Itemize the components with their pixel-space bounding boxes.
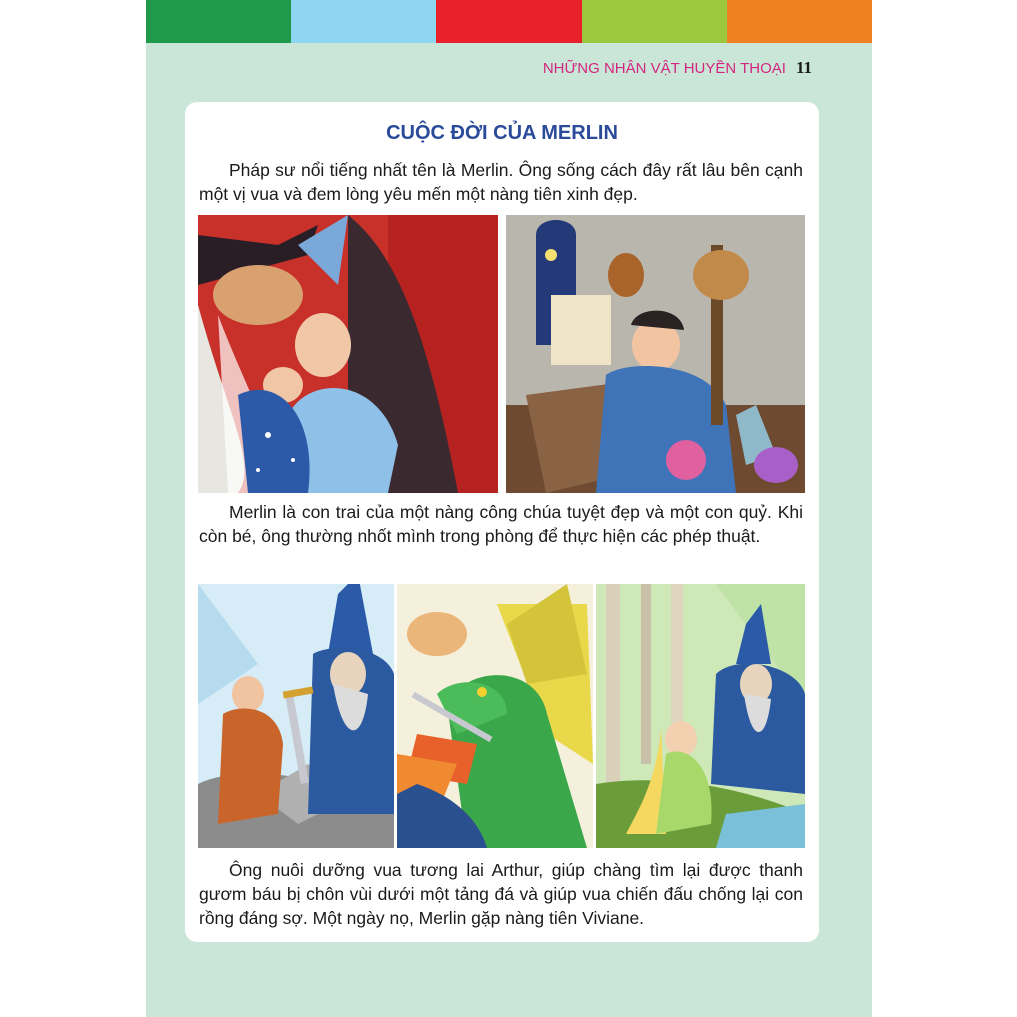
running-head: [543, 58, 812, 78]
illustration-fairy-viviane: [596, 584, 805, 848]
paragraph-3: [199, 858, 803, 930]
illustration-sword-in-stone: [198, 584, 394, 848]
book-page: [146, 0, 872, 1017]
stripe-lime: [582, 0, 727, 43]
page-number: 11: [795, 58, 812, 77]
color-stripe-bar: [146, 0, 872, 43]
stripe-orange: [727, 0, 872, 43]
article-title: CUỘC ĐỜI CỦA MERLIN: [386, 122, 618, 144]
paragraph-2-text: Merlin là con trai của một nàng công chúa tuyệt đẹp và một con quỷ. Khi còn bé, ông thường nhốt mình trong phòng để thực hiện các phép thuật.: [199, 502, 803, 546]
content-card: [185, 102, 819, 942]
section-title: NHỮNG NHÂN VẬT HUYỀN THOẠI: [542, 60, 786, 77]
illustration-dragon-battle: [397, 584, 593, 848]
stripe-green: [146, 0, 291, 43]
paragraph-3-text: Ông nuôi dưỡng vua tương lai Arthur, giúp chàng tìm lại được thanh gươm báu bị chôn vùi dưới một tảng đá và giúp vua chiến đấu chống lại con rồng đáng sợ. Một ngày nọ, Merlin gặp nàng tiên Viviane.: [199, 860, 803, 928]
illustration-demon-wizard: [198, 215, 498, 493]
illustration-young-merlin: [506, 215, 805, 493]
stripe-red: [436, 0, 581, 43]
stripe-lightblue: [291, 0, 436, 43]
paragraph-1-text: Pháp sư nổi tiếng nhất tên là Merlin. Ông sống cách đây rất lâu bên cạnh một vị vua và đem lòng yêu mến một nàng tiên xinh đẹp.: [199, 160, 803, 204]
paragraph-1: [199, 158, 803, 206]
paragraph-2: [199, 500, 803, 548]
